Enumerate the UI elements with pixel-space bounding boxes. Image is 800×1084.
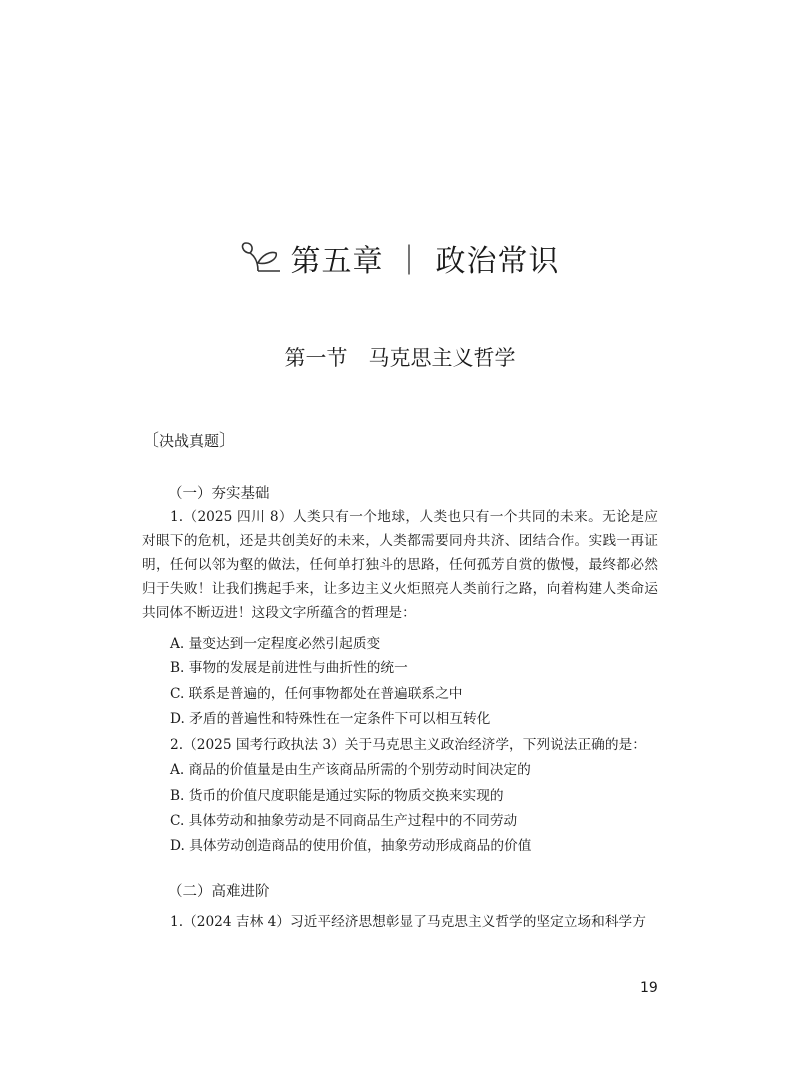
practice-close-bracket: 〕: [219, 431, 237, 451]
option-b: B. 货币的价值尺度职能是通过实际的物质交换来实现的: [170, 788, 504, 804]
sprout-icon: [240, 241, 284, 275]
option-c: C. 联系是普遍的，任何事物都处在普遍联系之中: [170, 686, 463, 702]
option-b: B. 事物的发展是前进性与曲折性的统一: [170, 660, 408, 676]
part2-heading: （二）高难进阶: [168, 884, 270, 900]
chapter-title-text: 第五章 ｜ 政治常识: [290, 244, 560, 279]
section-title: 第一节 马克思主义哲学: [284, 346, 516, 370]
option-a: A. 商品的价值量是由生产该商品所需的个别劳动时间决定的: [170, 762, 531, 778]
chapter-title: [0, 236, 800, 283]
question-text: 1.（2025 四川 8）人类只有一个地球，人类也只有一个共同的未来。无论是应对眼下的危机，还是共创美好的未来，人类都需要同舟共济、团结合作。实践一再证明，任何以邻为壑的做法，任何单打独斗的思路，任何孤芳自赏的傲慢，最终都必然归于失败！让我们携起手来，让多边主义火炬照亮人类前行之路，向着构建人类命运共同体不断迈进！这段文字所蕴含的哲理是：: [142, 509, 658, 621]
question-text: 2.（2025 国考行政执法 3）关于马克思主义政治经济学，下列说法正确的是：: [170, 737, 646, 753]
practice-title: 决战真题: [159, 432, 220, 450]
option-d: D. 矛盾的普遍性和特殊性在一定条件下可以相互转化: [170, 711, 491, 727]
option-a: A. 量变达到一定程度必然引起质变: [170, 636, 381, 652]
question-text: 1.（2024 吉林 4）习近平经济思想彰显了马克思主义哲学的坚定立场和科学方: [170, 914, 646, 930]
part1-heading: （一）夯实基础: [168, 486, 270, 502]
practice-heading: [142, 426, 236, 451]
page-number: 19: [640, 980, 658, 996]
option-d: D. 具体劳动创造商品的使用价值，抽象劳动形成商品的价值: [170, 838, 532, 854]
practice-open-bracket: 〔: [142, 431, 159, 451]
option-c: C. 具体劳动和抽象劳动是不同商品生产过程中的不同劳动: [170, 813, 518, 829]
